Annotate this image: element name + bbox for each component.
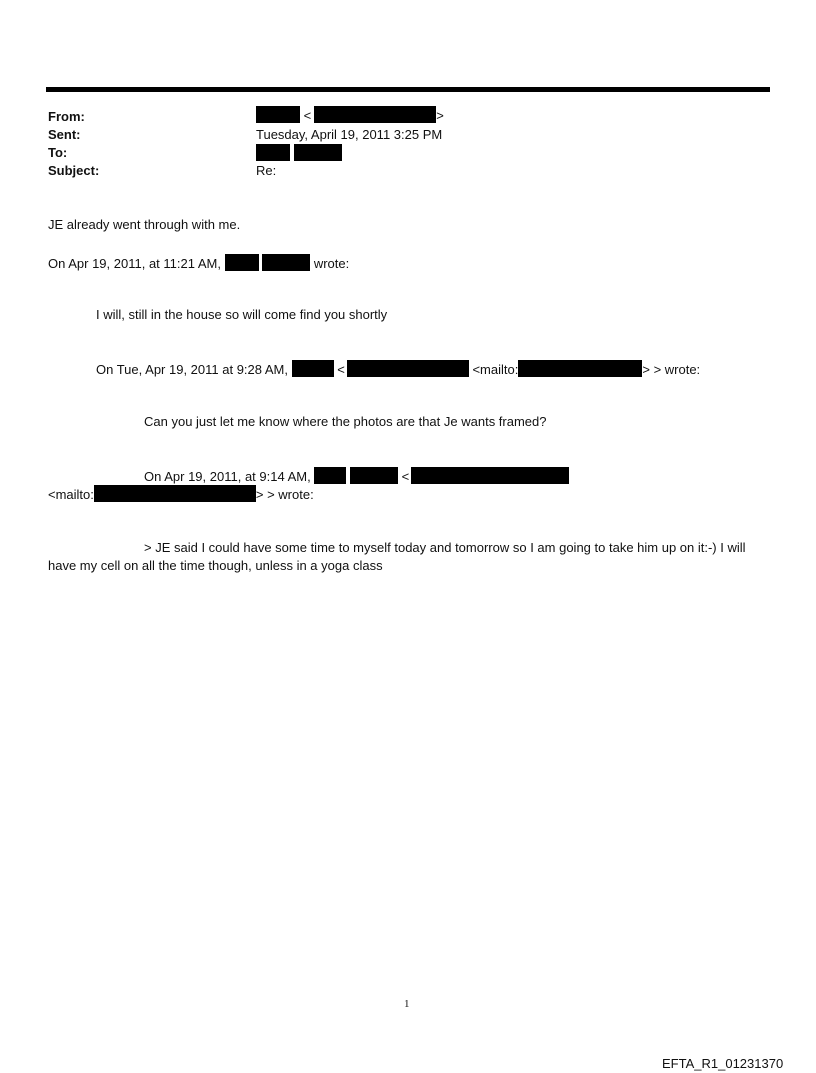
- to-label: To:: [48, 145, 68, 160]
- quote2-mailto: <mailto:: [472, 362, 519, 377]
- redacted-from-name: [256, 106, 300, 123]
- sent-label: Sent:: [48, 127, 81, 142]
- redacted-sender3-last: [350, 467, 398, 484]
- sent-value: Tuesday, April 19, 2011 3:25 PM: [256, 127, 443, 142]
- redacted-to-last: [294, 144, 342, 161]
- redacted-sender2-email: [347, 360, 469, 377]
- quote3-prefix: On Apr 19, 2011, at 9:14 AM,: [144, 469, 311, 484]
- quote1-suffix: wrote:: [313, 256, 350, 271]
- quote-header-3: [144, 467, 569, 485]
- body-line-1: JE already went through with me.: [48, 217, 241, 232]
- quote3-suffix: > > wrote:: [255, 487, 314, 502]
- reply-1: I will, still in the house so will come find you shortly: [96, 307, 388, 322]
- redacted-sender-last: [262, 254, 310, 271]
- redacted-sender2-name: [292, 360, 334, 377]
- header-rule: [46, 87, 770, 92]
- subject-value: Re:: [256, 163, 277, 178]
- from-lt: <: [303, 108, 312, 123]
- redacted-from-email: [314, 106, 436, 123]
- from-label: From:: [48, 109, 85, 124]
- from-gt: >: [436, 108, 444, 123]
- redacted-sender3-email: [411, 467, 569, 484]
- quote3-mailto: <mailto:: [48, 487, 94, 502]
- redacted-sender2-mailto: [518, 360, 642, 377]
- redacted-sender-first: [225, 254, 259, 271]
- quote2-prefix: On Tue, Apr 19, 2011 at 9:28 AM,: [96, 362, 288, 377]
- reply-2: Can you just let me know where the photos are that Je wants framed?: [144, 414, 547, 429]
- subject-label: Subject:: [48, 163, 100, 178]
- quote2-lt: <: [337, 362, 345, 377]
- quote-header-1: [48, 254, 349, 272]
- quote3-lt: <: [401, 469, 410, 484]
- quote2-suffix: > > wrote:: [642, 362, 701, 377]
- redacted-sender3-mailto: [94, 485, 256, 502]
- redacted-sender3-first: [314, 467, 346, 484]
- page-number: 1: [404, 998, 410, 1010]
- document-id: EFTA_R1_01231370: [662, 1056, 784, 1071]
- redacted-to-first: [256, 144, 290, 161]
- quote-header-2: [96, 360, 700, 378]
- from-value: [256, 106, 444, 124]
- quote-header-3-cont: [48, 485, 314, 503]
- reply-3: > JE said I could have some time to myself today and tomorrow so I am going to take him up on it:-) I will have my cell on all the time though, unless in a yoga class: [48, 540, 746, 573]
- to-value: [256, 144, 342, 162]
- quote1-prefix: On Apr 19, 2011, at 11:21 AM,: [48, 256, 221, 271]
